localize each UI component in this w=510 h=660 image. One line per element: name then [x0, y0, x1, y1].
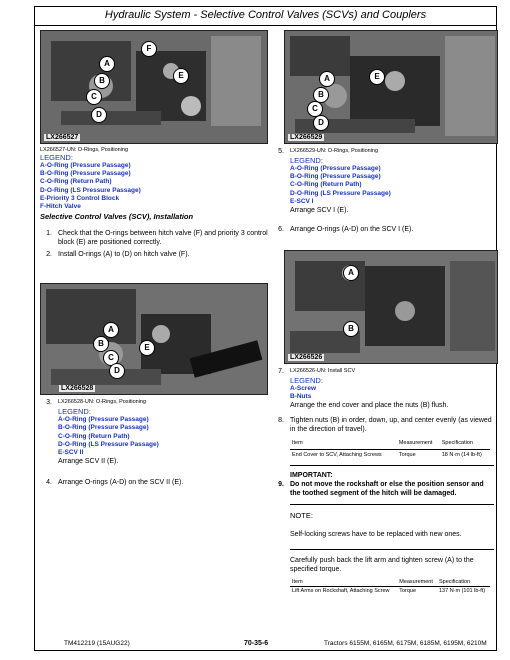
- step-number: 8.: [278, 417, 284, 425]
- callout-c: C: [307, 101, 323, 117]
- legend-title: LEGEND:: [40, 153, 73, 162]
- legend-title: LEGEND:: [290, 376, 323, 386]
- step-number: 4.: [46, 479, 52, 487]
- spec-table-header: [290, 438, 490, 450]
- photo-scv-ii: [41, 284, 267, 394]
- callout-a: A: [343, 265, 359, 281]
- important-text: Do not move the rockshaft or else the position sensor and the toothed segment of the hitch will be damaged.: [290, 481, 484, 498]
- legend-item: D-O-Ring (LS Pressure Passage): [290, 189, 391, 197]
- figure-caption: LX266529-UN: O-Rings, Positioning: [290, 148, 379, 154]
- legend-item: B-O-Ring (Pressure Passage): [58, 424, 149, 432]
- cell-measurement: Torque: [399, 588, 417, 595]
- callout-b: B: [343, 321, 359, 337]
- callout-b: B: [94, 73, 110, 89]
- legend-item: E-SCV II: [58, 449, 84, 457]
- legend-item: C-O-Ring (Return Path): [58, 432, 130, 440]
- step-number: 2.: [46, 251, 52, 259]
- legend-item: A-O-Ring (Pressure Passage): [40, 162, 131, 169]
- legend-title: LEGEND:: [58, 407, 91, 417]
- figure-id: LX266526: [290, 354, 323, 362]
- step-number: 5.: [278, 148, 284, 155]
- legend-item: F-Hitch Valve: [40, 203, 81, 211]
- figure-caption: LX266527-UN: O-Rings, Positioning: [40, 147, 129, 153]
- callout-c: C: [86, 89, 102, 105]
- col-measurement: Measurement: [397, 578, 437, 587]
- col-item: Item: [290, 578, 397, 587]
- cell-measurement: Torque: [398, 452, 416, 459]
- step-number: 9.: [278, 481, 284, 489]
- step-number: 6.: [278, 226, 284, 234]
- col-measurement: Measurement: [397, 438, 440, 450]
- figure-id: LX266527: [46, 134, 79, 141]
- step-2: [40, 250, 270, 259]
- figure-caption: LX266526-UN: Install SCV: [290, 368, 356, 375]
- important-label: IMPORTANT:: [290, 472, 333, 480]
- callout-b: B: [313, 87, 329, 103]
- note-label: NOTE:: [290, 511, 313, 521]
- callout-e: E: [369, 69, 385, 85]
- figure-caption: LX266528-UN: O-Rings, Positioning: [58, 399, 147, 406]
- legend-title: LEGEND:: [290, 156, 323, 165]
- table-row: [290, 587, 490, 596]
- legend-item: D-O-Ring (LS Pressure Passage): [58, 440, 159, 448]
- legend-list: [40, 162, 270, 211]
- figure-lx266527: [40, 30, 268, 144]
- figure-lx266526: [284, 250, 498, 364]
- callout-e: E: [139, 340, 155, 356]
- legend-item: B-Nuts: [290, 393, 312, 401]
- step-text: Arrange the end cover and place the nuts (B) flush.: [290, 402, 449, 410]
- divider: [290, 465, 494, 466]
- step-5: [272, 147, 494, 215]
- legend-item: C-O-Ring (Return Path): [40, 178, 112, 186]
- callout-a: A: [319, 71, 335, 87]
- callout-d: D: [313, 115, 329, 131]
- right-column: [272, 30, 494, 595]
- step-1: [40, 229, 270, 247]
- spec-table-header: [290, 578, 490, 587]
- step-number: 1.: [46, 230, 52, 238]
- legend-item: A-Screw: [290, 385, 317, 393]
- legend-item: B-O-Ring (Pressure Passage): [290, 173, 381, 181]
- step-3: [40, 398, 270, 466]
- photo-install-scv: [285, 251, 497, 363]
- cell-specification: 137 N·m (101 lb-ft): [438, 588, 486, 595]
- callout-e: E: [173, 68, 189, 84]
- step-9: [272, 480, 494, 498]
- left-column: [40, 30, 270, 487]
- step-6: [272, 225, 494, 234]
- step-number: 7.: [278, 368, 284, 376]
- step-text: Check that the O-rings between hitch valve (F) and priority 3 control block (E) are positioned correctly.: [58, 230, 268, 247]
- legend-item: D-O-Ring (LS Pressure Passage): [40, 186, 141, 194]
- figure-id: LX266528: [61, 385, 94, 393]
- step-text: Carefully push back the lift arm and tighten screw (A) to the specified torque.: [290, 557, 474, 574]
- step-4: [40, 478, 270, 487]
- figure-id: LX266529: [290, 134, 323, 141]
- callout-d: D: [91, 107, 107, 123]
- step-text: Install O-rings (A) to (D) on hitch valve (F).: [58, 251, 190, 259]
- step-text: Arrange O-rings (A-D) on the SCV II (E).: [58, 479, 184, 487]
- footer-models: Tractors 6155M, 6165M, 6175M, 6185M, 6195M, 6210M: [324, 640, 487, 647]
- callout-f: F: [141, 41, 157, 57]
- divider: [290, 504, 494, 505]
- callout-b: B: [93, 336, 109, 352]
- table-row: [290, 450, 490, 462]
- spec-table: [290, 578, 490, 595]
- step-number: 3.: [46, 399, 52, 407]
- section-title: Selective Control Valves (SCV), Installation: [40, 212, 194, 222]
- figure-lx266528: [40, 283, 268, 395]
- step-text: Arrange SCV II (E).: [58, 458, 119, 466]
- cell-item: Lift Arms on Rockshaft, Attaching Screw: [292, 588, 390, 595]
- figure-lx266529: [284, 30, 498, 144]
- legend-item: E-SCV I: [290, 197, 314, 205]
- cell-item: End Cover to SCV, Attaching Screws: [292, 452, 382, 459]
- legend-item: E-Priority 3 Control Block: [40, 194, 120, 202]
- col-specification: Specification: [440, 438, 490, 450]
- legend-item: C-O-Ring (Return Path): [290, 181, 362, 189]
- cell-specification: 18 N·m (14 lb-ft): [441, 452, 482, 459]
- spec-table: [290, 438, 490, 461]
- footer-doc-id: TM412219 (15AUG22): [64, 640, 130, 647]
- footer-page-number: 70-35-6: [244, 640, 269, 647]
- divider: [290, 549, 494, 550]
- note-text: Self-locking screws have to be replaced with new ones.: [290, 531, 462, 539]
- legend-item: A-O-Ring (Pressure Passage): [58, 416, 149, 424]
- legend-item: B-O-Ring (Pressure Passage): [40, 170, 131, 178]
- step-text: Arrange SCV I (E).: [290, 207, 349, 215]
- page-header: Hydraulic System - Selective Control Valves (SCVs) and Couplers: [34, 6, 497, 26]
- col-item: Item: [290, 438, 397, 450]
- callout-c: C: [103, 350, 119, 366]
- step-8: [272, 416, 494, 461]
- col-specification: Specification: [437, 578, 490, 587]
- step-7: [272, 367, 494, 410]
- step-text: Tighten nuts (B) in order, down, up, and center evenly (as viewed in the direction of travel).: [290, 417, 492, 434]
- callout-d: D: [109, 363, 125, 379]
- legend-item: A-O-Ring (Pressure Passage): [290, 165, 381, 172]
- callout-a: A: [99, 56, 115, 72]
- callout-a: A: [103, 322, 119, 338]
- step-text: Arrange O-rings (A-D) on the SCV I (E).: [290, 226, 414, 234]
